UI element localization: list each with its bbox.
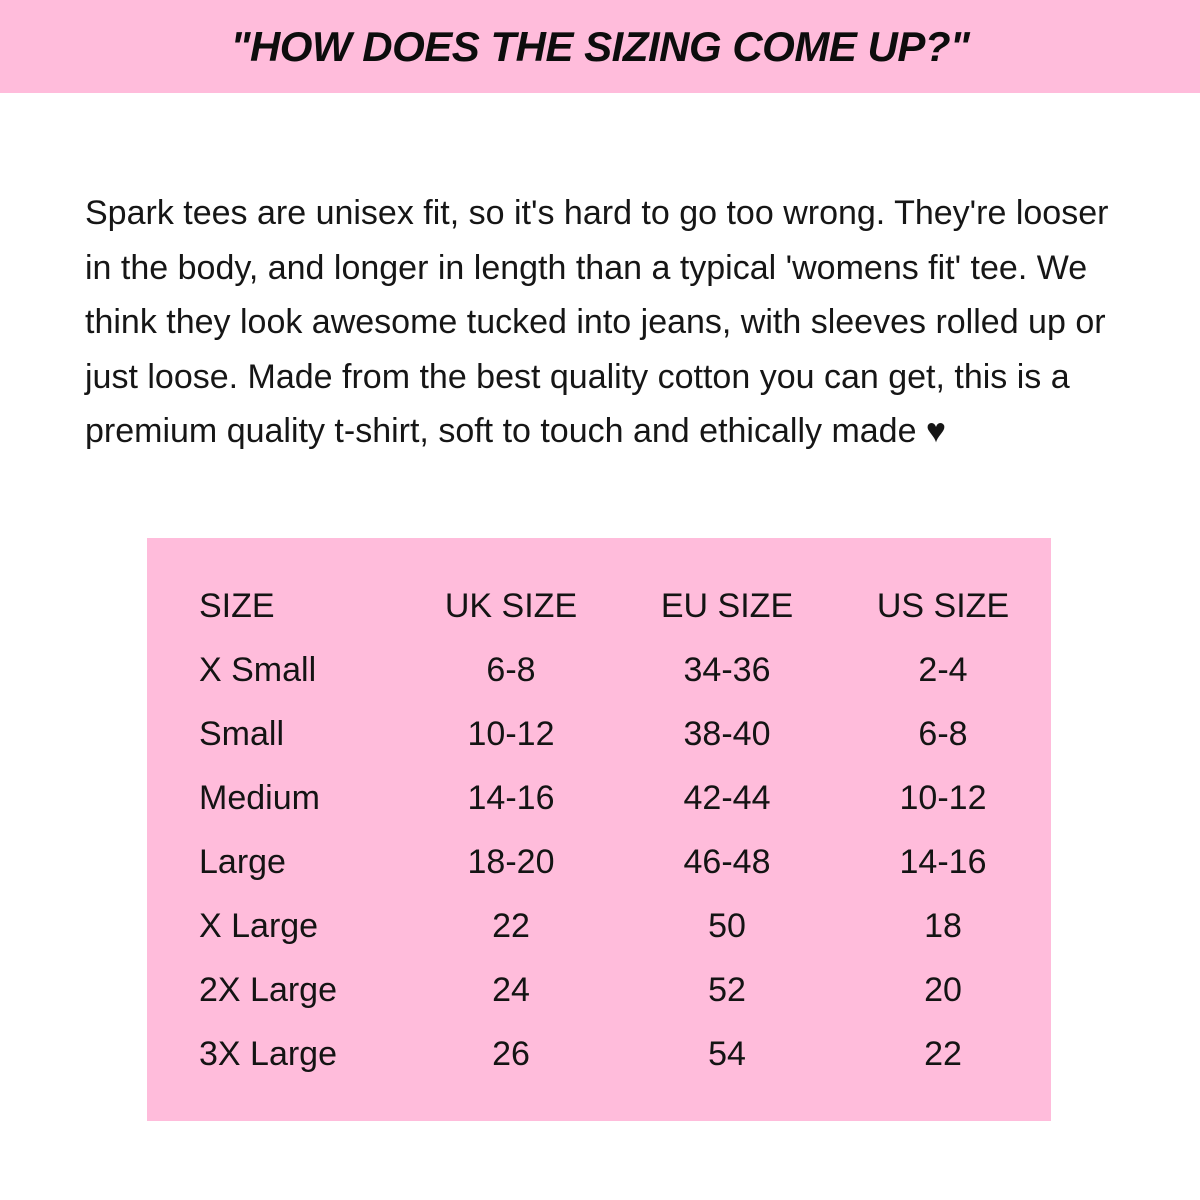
us-size-value: 2-4 — [918, 650, 968, 689]
uk-size-value: 18-20 — [467, 842, 555, 881]
eu-size-value: 52 — [708, 970, 746, 1009]
eu-size-value: 42-44 — [683, 778, 771, 817]
uk-size-value: 26 — [492, 1034, 530, 1073]
header-banner — [0, 0, 1200, 93]
size-label: 3X Large — [199, 1034, 337, 1073]
column-header-size: SIZE — [199, 586, 275, 625]
us-size-value: 22 — [924, 1034, 962, 1073]
size-label: Medium — [199, 778, 320, 817]
uk-size-value: 22 — [492, 906, 530, 945]
size-label: 2X Large — [199, 970, 337, 1009]
size-label: Large — [199, 842, 286, 881]
table-header-row — [147, 574, 1051, 638]
uk-size-value: 14-16 — [467, 778, 555, 817]
column-header-us-size: US SIZE — [876, 586, 1010, 625]
us-size-value: 14-16 — [899, 842, 987, 881]
table-row-large — [147, 830, 1051, 894]
eu-size-value: 38-40 — [683, 714, 771, 753]
intro-paragraph: Spark tees are unisex fit, so it's hard to go too wrong. They're looser in the body, and longer in length than a typical 'womens fit' tee. We think they look awesome tucked into jeans, with sleeves rolled up or just loose. Made from the best quality cotton you can get, this is a premium quality t-shirt, soft to touch and ethically made ♥ — [85, 194, 1109, 450]
table-row-3x-large — [147, 1022, 1051, 1086]
table-row-small — [147, 702, 1051, 766]
table-row-2x-large — [147, 958, 1051, 1022]
size-label: X Small — [199, 650, 317, 689]
eu-size-value: 46-48 — [683, 842, 771, 881]
table-row-medium — [147, 766, 1051, 830]
us-size-value: 10-12 — [899, 778, 987, 817]
table-row-x-large — [147, 894, 1051, 958]
eu-size-value: 34-36 — [683, 650, 771, 689]
eu-size-value: 54 — [708, 1034, 746, 1073]
uk-size-value: 10-12 — [467, 714, 555, 753]
uk-size-value: 6-8 — [486, 650, 536, 689]
page-title: "HOW DOES THE SIZING COME UP?" — [230, 22, 970, 70]
us-size-value: 20 — [924, 970, 962, 1009]
table-row-x-small — [147, 638, 1051, 702]
uk-size-value: 24 — [492, 970, 530, 1009]
eu-size-value: 50 — [708, 906, 746, 945]
size-chart-table — [147, 538, 1051, 1121]
us-size-value: 18 — [924, 906, 962, 945]
column-header-uk-size: UK SIZE — [444, 586, 578, 625]
size-label: X Large — [199, 906, 319, 945]
us-size-value: 6-8 — [918, 714, 968, 753]
size-label: Small — [199, 714, 285, 753]
column-header-eu-size: EU SIZE — [660, 586, 794, 625]
